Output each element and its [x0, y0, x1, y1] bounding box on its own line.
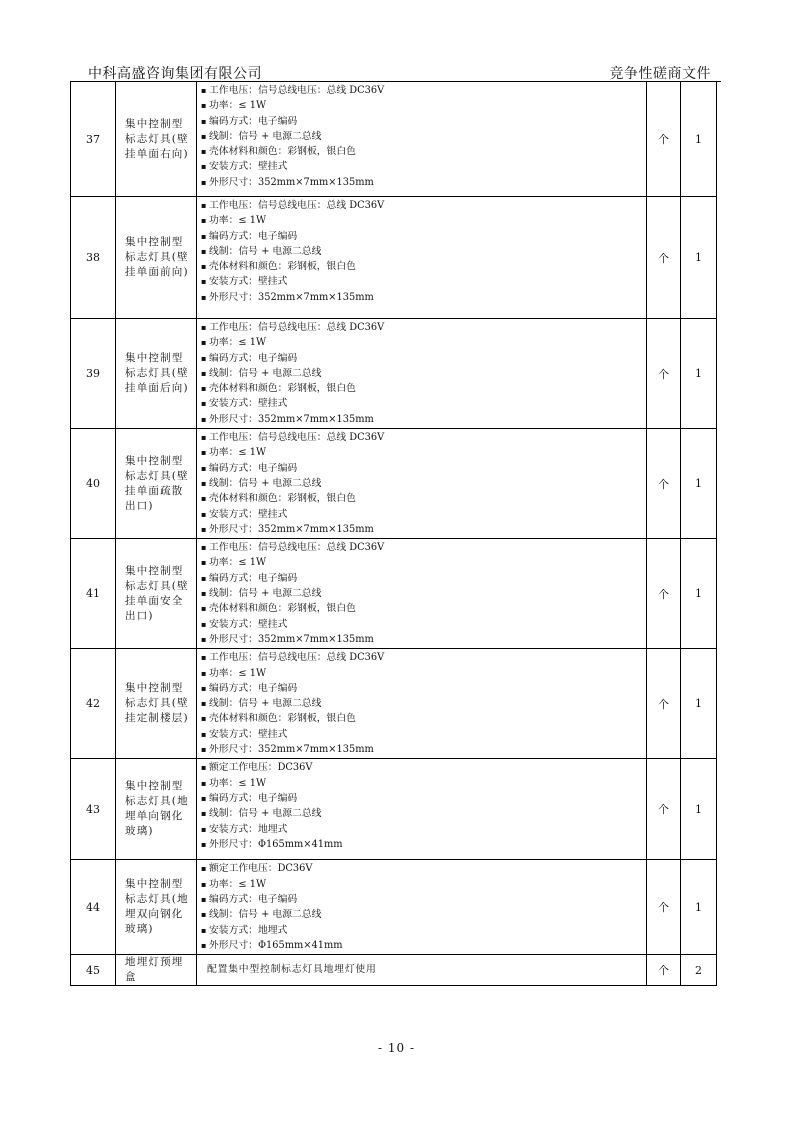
- bullet-icon: ▪: [201, 323, 207, 332]
- spec-text: 外形尺寸：352mm×7mm×135mm: [209, 523, 374, 535]
- bullet-icon: ▪: [201, 353, 207, 363]
- item-unit: 个: [647, 82, 681, 197]
- spec-text: 线制：信号 + 电源二总线: [209, 588, 322, 600]
- spec-line: [201, 290, 642, 305]
- item-unit: 个: [647, 955, 681, 986]
- bullet-icon: ▪: [201, 433, 207, 443]
- spec-line: [201, 791, 642, 806]
- item-quantity: 2: [681, 955, 717, 986]
- table-row: [71, 860, 717, 955]
- spec-line: [201, 430, 642, 445]
- spec-line: [201, 822, 642, 837]
- bullet-icon: ▪: [201, 216, 207, 226]
- bullet-icon: ▪: [201, 809, 207, 819]
- spec-line: [201, 274, 642, 289]
- company-name: 中科高盛咨询集团有限公司: [88, 66, 262, 82]
- item-specs: [197, 759, 647, 860]
- item-quantity: 1: [681, 429, 717, 539]
- spec-text: 编码方式：电子编码: [209, 682, 298, 694]
- bullet-icon: ▪: [201, 634, 207, 644]
- bullet-icon: ▪: [201, 338, 207, 348]
- spec-text: 线制：信号 + 电源二总线: [209, 130, 322, 142]
- spec-line: [201, 175, 642, 190]
- spec-text: 安装方式：壁挂式: [209, 508, 288, 520]
- item-unit: 个: [647, 429, 681, 539]
- bullet-icon: ▪: [201, 839, 207, 849]
- spec-line: [201, 555, 642, 570]
- bullet-icon: ▪: [201, 262, 207, 272]
- bullet-icon: ▪: [201, 894, 207, 904]
- bullet-icon: ▪: [201, 543, 207, 553]
- bullet-icon: ▪: [201, 558, 207, 568]
- item-name: 集中控制型标志灯具(地埋双向钢化玻璃): [116, 860, 197, 955]
- spec-text: 安装方式：壁挂式: [209, 398, 288, 410]
- spec-line: [201, 601, 642, 616]
- spec-text: 壳体材料和颜色：彩钢板，银白色: [209, 383, 356, 395]
- spec-text: 工作电压：信号总线电压：总线 DC36V: [209, 652, 385, 664]
- item-name: 集中控制型标志灯具(壁挂单面疏散出口): [116, 429, 197, 539]
- table-row: [71, 197, 717, 319]
- bullet-icon: ▪: [201, 463, 207, 473]
- bullet-icon: ▪: [201, 940, 207, 950]
- bullet-icon: ▪: [201, 131, 207, 141]
- item-unit: 个: [647, 860, 681, 955]
- bullet-icon: ▪: [201, 925, 207, 935]
- spec-line: [201, 445, 642, 460]
- table-row: [71, 82, 717, 197]
- spec-text: 编码方式：电子编码: [209, 462, 298, 474]
- bullet-icon: ▪: [201, 414, 207, 424]
- spec-text: 编码方式：电子编码: [209, 115, 298, 127]
- item-number: 38: [71, 197, 116, 319]
- item-number: 44: [71, 860, 116, 955]
- spec-line: [201, 259, 642, 274]
- spec-text: 功率：≤ 1W: [209, 557, 267, 569]
- table-row: [71, 319, 717, 429]
- spec-line: [201, 727, 642, 742]
- spec-text: 线制：信号 + 电源二总线: [209, 698, 322, 710]
- page-number: - 10 -: [377, 1041, 415, 1055]
- spec-text: 壳体材料和颜色：彩钢板，银白色: [209, 713, 356, 725]
- spec-table-body: [71, 82, 717, 986]
- bullet-icon: ▪: [201, 910, 207, 920]
- item-specs: [197, 429, 647, 539]
- spec-line: [201, 877, 642, 892]
- spec-text: 线制：信号 + 电源二总线: [209, 245, 322, 257]
- spec-line: [201, 522, 642, 537]
- spec-line: [201, 412, 642, 427]
- bullet-icon: ▪: [201, 683, 207, 693]
- item-number: 37: [71, 82, 116, 197]
- spec-line: [201, 159, 642, 174]
- table-row: [71, 429, 717, 539]
- bullet-icon: ▪: [201, 864, 207, 874]
- spec-line: [201, 381, 642, 396]
- item-specs: [197, 539, 647, 649]
- bullet-icon: ▪: [201, 368, 207, 378]
- item-quantity: 1: [681, 197, 717, 319]
- spec-line: 配置集中型控制标志灯具地埋灯使用: [207, 964, 377, 976]
- bullet-icon: ▪: [201, 448, 207, 458]
- item-unit: 个: [647, 197, 681, 319]
- spec-line: [201, 540, 642, 555]
- item-name: 集中控制型标志灯具(壁挂单面前向): [116, 197, 197, 319]
- item-specs: [197, 955, 647, 986]
- bullet-icon: ▪: [201, 793, 207, 803]
- bullet-icon: ▪: [201, 524, 207, 534]
- spec-text: 功率：≤ 1W: [209, 777, 267, 789]
- spec-text: 功率：≤ 1W: [209, 447, 267, 459]
- bullet-icon: ▪: [201, 619, 207, 629]
- item-quantity: 1: [681, 759, 717, 860]
- item-specs: [197, 649, 647, 759]
- item-specs: [197, 82, 647, 197]
- spec-text: 编码方式：电子编码: [209, 792, 298, 804]
- spec-text: 安装方式：壁挂式: [209, 618, 288, 630]
- item-unit: 个: [647, 539, 681, 649]
- spec-text: 功率：≤ 1W: [209, 215, 267, 227]
- item-specs: [197, 197, 647, 319]
- spec-text: 编码方式：电子编码: [209, 572, 298, 584]
- spec-text: 安装方式：壁挂式: [209, 276, 288, 288]
- bullet-icon: ▪: [201, 509, 207, 519]
- spec-text: 编码方式：电子编码: [209, 893, 298, 905]
- item-unit: 个: [647, 319, 681, 429]
- spec-text: 安装方式：地埋式: [209, 823, 288, 835]
- bullet-icon: ▪: [201, 277, 207, 287]
- bullet-icon: ▪: [201, 589, 207, 599]
- spec-table: [70, 81, 717, 986]
- spec-line: [201, 776, 642, 791]
- spec-line: [201, 98, 642, 113]
- bullet-icon: ▪: [201, 478, 207, 488]
- spec-line: [201, 366, 642, 381]
- spec-line: [201, 681, 642, 696]
- spec-line: [201, 861, 642, 876]
- spec-line: [201, 571, 642, 586]
- spec-line: [201, 83, 642, 98]
- spec-text: 壳体材料和颜色：彩钢板，银白色: [209, 493, 356, 505]
- spec-line: [201, 129, 642, 144]
- spec-line: [201, 198, 642, 213]
- spec-line: [201, 213, 642, 228]
- table-row: [71, 759, 717, 860]
- spec-text: 外形尺寸：352mm×7mm×135mm: [209, 291, 374, 303]
- bullet-icon: ▪: [201, 384, 207, 394]
- spec-line: [201, 837, 642, 852]
- item-quantity: 1: [681, 860, 717, 955]
- spec-line: [201, 760, 642, 775]
- item-quantity: 1: [681, 539, 717, 649]
- spec-line: [201, 892, 642, 907]
- bullet-icon: ▪: [201, 147, 207, 157]
- spec-line: [201, 335, 642, 350]
- bullet-icon: ▪: [201, 763, 207, 773]
- item-name: 集中控制型标志灯具(壁挂单面后向): [116, 319, 197, 429]
- spec-text: 安装方式：壁挂式: [209, 161, 288, 173]
- bullet-icon: ▪: [201, 778, 207, 788]
- spec-line: [201, 632, 642, 647]
- spec-text: 外形尺寸：352mm×7mm×135mm: [209, 176, 374, 188]
- spec-text: 壳体材料和颜色：彩钢板，银白色: [209, 603, 356, 615]
- spec-line: [201, 144, 642, 159]
- bullet-icon: ▪: [201, 668, 207, 678]
- bullet-icon: ▪: [201, 653, 207, 663]
- bullet-icon: ▪: [201, 162, 207, 172]
- spec-line: [201, 711, 642, 726]
- spec-text: 线制：信号 + 电源二总线: [209, 909, 322, 921]
- bullet-icon: ▪: [201, 714, 207, 724]
- spec-text: 线制：信号 + 电源二总线: [209, 367, 322, 379]
- item-quantity: 1: [681, 319, 717, 429]
- item-specs: [197, 319, 647, 429]
- bullet-icon: ▪: [201, 604, 207, 614]
- bullet-icon: ▪: [201, 879, 207, 889]
- spec-text: 外形尺寸：352mm×7mm×135mm: [209, 744, 374, 756]
- bullet-icon: ▪: [201, 399, 207, 409]
- spec-text: 安装方式：壁挂式: [209, 728, 288, 740]
- item-name: 集中控制型标志灯具(壁挂单面安全出口): [116, 539, 197, 649]
- spec-text: 额定工作电压：DC36V: [209, 762, 313, 774]
- spec-text: 功率：≤ 1W: [209, 878, 267, 890]
- spec-text: 工作电压：信号总线电压：总线 DC36V: [209, 200, 385, 211]
- spec-text: 壳体材料和颜色：彩钢板，银白色: [209, 261, 356, 273]
- item-name: 集中控制型标志灯具(地埋单向钢化玻璃): [116, 759, 197, 860]
- document-type: 竞争性磋商文件: [609, 66, 711, 82]
- item-number: 42: [71, 649, 116, 759]
- table-row: [71, 539, 717, 649]
- item-quantity: 1: [681, 649, 717, 759]
- spec-line: [201, 491, 642, 506]
- spec-line: [201, 650, 642, 665]
- item-quantity: 1: [681, 82, 717, 197]
- item-number: 40: [71, 429, 116, 539]
- spec-text: 壳体材料和颜色：彩钢板，银白色: [209, 146, 356, 158]
- spec-text: 外形尺寸：Φ165mm×41mm: [209, 939, 343, 951]
- spec-text: 外形尺寸：352mm×7mm×135mm: [209, 633, 374, 645]
- table-row: [71, 955, 717, 986]
- spec-text: 线制：信号 + 电源二总线: [209, 477, 322, 489]
- bullet-icon: ▪: [201, 116, 207, 126]
- spec-text: 编码方式：电子编码: [209, 352, 298, 364]
- bullet-icon: ▪: [201, 246, 207, 256]
- spec-line: [201, 586, 642, 601]
- spec-line: [201, 229, 642, 244]
- bullet-icon: ▪: [201, 86, 207, 95]
- item-unit: 个: [647, 759, 681, 860]
- spec-line: [201, 938, 642, 953]
- spec-line: [201, 666, 642, 681]
- spec-text: 工作电压：信号总线电压：总线 DC36V: [209, 85, 385, 96]
- spec-text: 功率：≤ 1W: [209, 337, 267, 349]
- spec-text: 外形尺寸：352mm×7mm×135mm: [209, 413, 374, 425]
- bullet-icon: ▪: [201, 201, 207, 210]
- spec-text: 工作电压：信号总线电压：总线 DC36V: [209, 432, 385, 444]
- bullet-icon: ▪: [201, 699, 207, 709]
- bullet-icon: ▪: [201, 573, 207, 583]
- spec-line: [201, 461, 642, 476]
- spec-text: 外形尺寸：Φ165mm×41mm: [209, 838, 343, 850]
- item-number: 41: [71, 539, 116, 649]
- spec-text: 功率：≤ 1W: [209, 667, 267, 679]
- bullet-icon: ▪: [201, 494, 207, 504]
- spec-line: [201, 923, 642, 938]
- bullet-icon: ▪: [201, 824, 207, 834]
- spec-text: 线制：信号 + 电源二总线: [209, 808, 322, 820]
- bullet-icon: ▪: [201, 231, 207, 241]
- item-number: 43: [71, 759, 116, 860]
- spec-line: [201, 907, 642, 922]
- bullet-icon: ▪: [201, 101, 207, 111]
- spec-text: 功率：≤ 1W: [209, 100, 267, 112]
- spec-text: 安装方式：地埋式: [209, 924, 288, 936]
- bullet-icon: ▪: [201, 177, 207, 187]
- spec-line: [201, 320, 642, 335]
- spec-line: [201, 806, 642, 821]
- spec-text: 工作电压：信号总线电压：总线 DC36V: [209, 542, 385, 554]
- spec-line: [201, 396, 642, 411]
- bullet-icon: ▪: [201, 745, 207, 755]
- spec-text: 工作电压：信号总线电压：总线 DC36V: [209, 322, 385, 333]
- spec-line: [201, 114, 642, 129]
- item-specs: [197, 860, 647, 955]
- item-number: 39: [71, 319, 116, 429]
- spec-text: 编码方式：电子编码: [209, 230, 298, 242]
- bullet-icon: ▪: [201, 292, 207, 302]
- spec-line: [201, 476, 642, 491]
- item-number: 45: [71, 955, 116, 986]
- item-name: 集中控制型标志灯具(壁挂单面右向): [116, 82, 197, 197]
- table-row: [71, 649, 717, 759]
- spec-line: [201, 696, 642, 711]
- spec-line: [201, 507, 642, 522]
- item-name: 地埋灯预埋盒: [116, 955, 197, 986]
- spec-line: [201, 617, 642, 632]
- spec-text: 额定工作电压：DC36V: [209, 863, 313, 875]
- spec-line: [201, 244, 642, 259]
- bullet-icon: ▪: [201, 729, 207, 739]
- spec-line: [201, 742, 642, 757]
- item-name: 集中控制型标志灯具(壁挂定制楼层): [116, 649, 197, 759]
- spec-line: [201, 351, 642, 366]
- item-unit: 个: [647, 649, 681, 759]
